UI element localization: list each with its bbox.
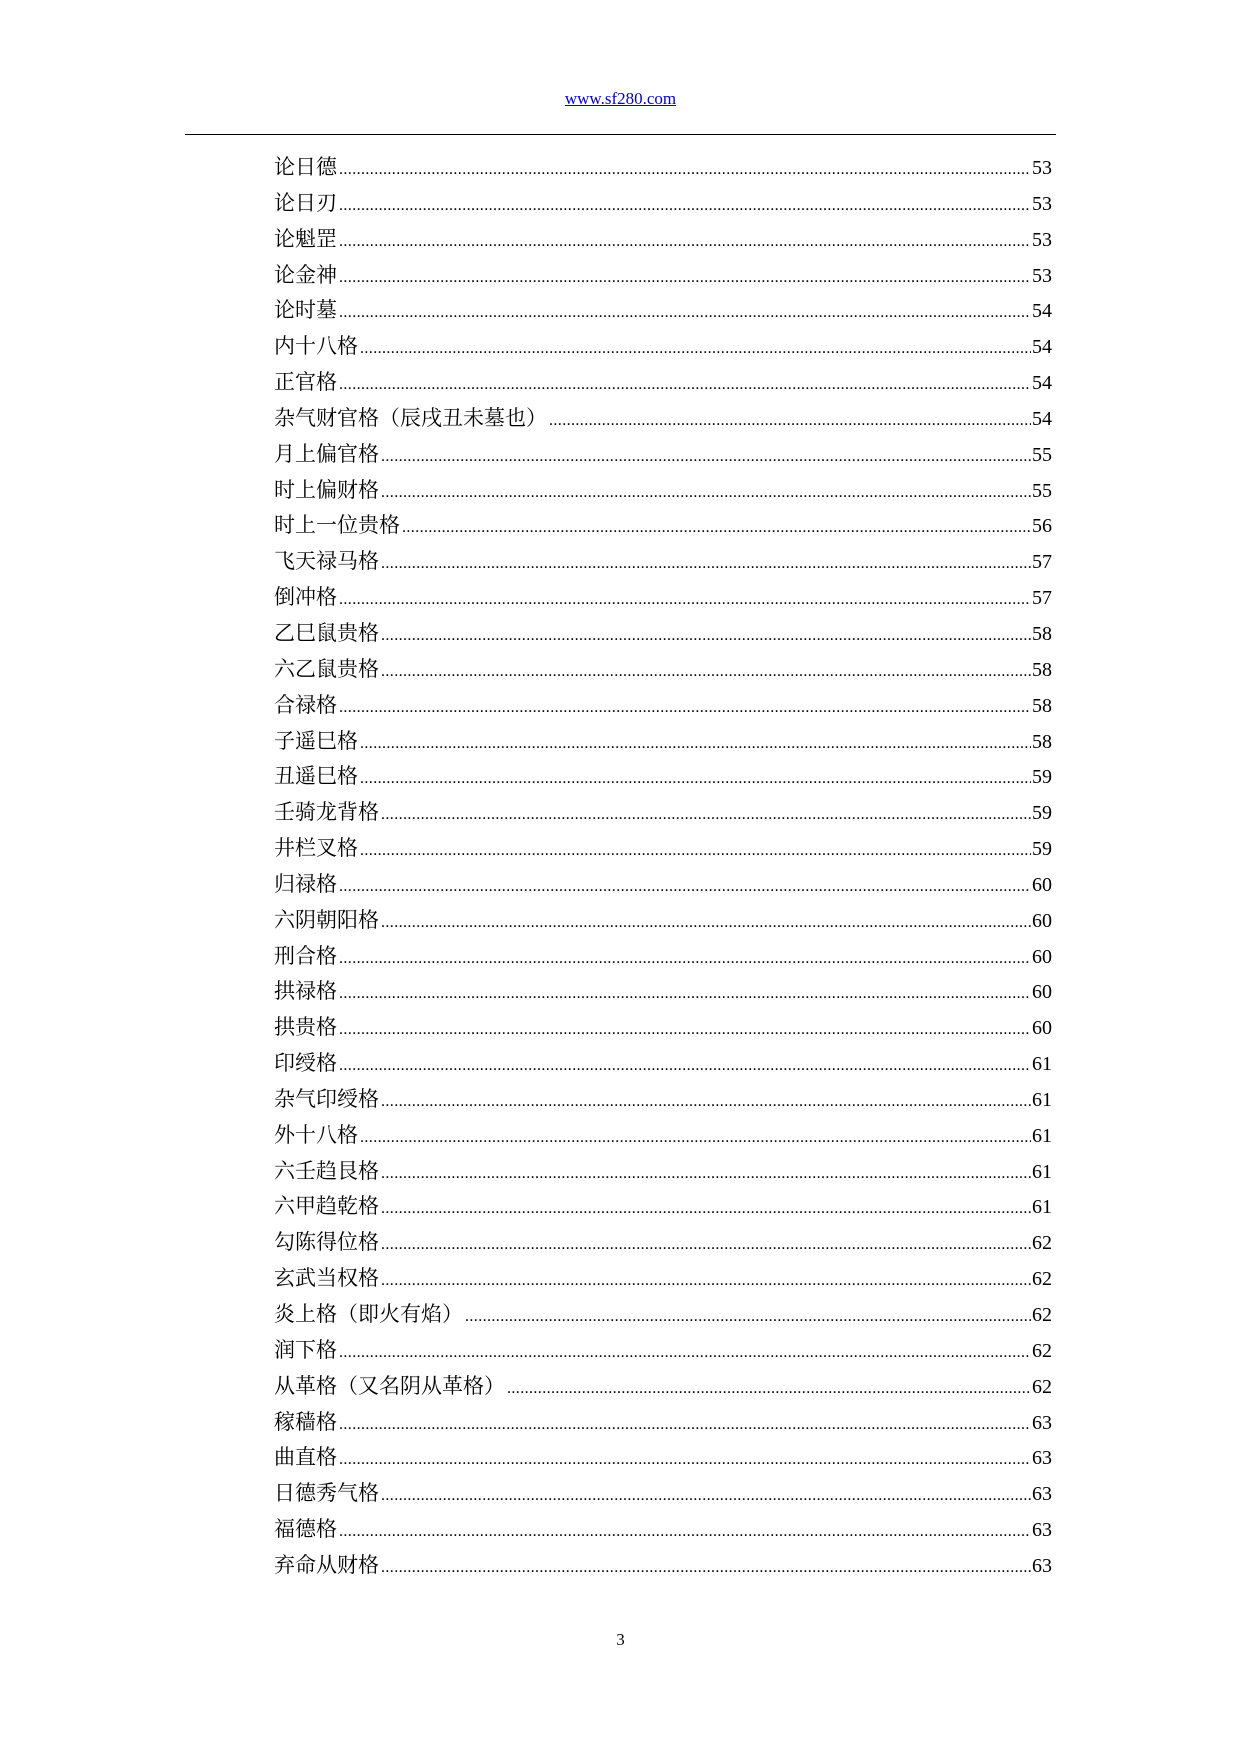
toc-entry-title: 从革格（又名阴从革格） — [274, 1373, 505, 1398]
toc-entry[interactable] — [274, 1225, 1052, 1261]
toc-entry-page: 54 — [1032, 372, 1052, 395]
header-website-link-container — [0, 88, 1241, 110]
toc-entry[interactable] — [274, 365, 1052, 401]
toc-entry-page: 61 — [1032, 1160, 1052, 1183]
toc-entry-page: 59 — [1032, 802, 1052, 825]
toc-dot-leader — [381, 546, 1031, 582]
toc-entry-page: 60 — [1032, 909, 1052, 932]
toc-entry[interactable] — [274, 1405, 1052, 1441]
toc-entry-page: 62 — [1032, 1232, 1052, 1255]
toc-entry-title: 玄武当权格 — [274, 1266, 379, 1291]
toc-entry-page: 53 — [1032, 157, 1052, 179]
toc-dot-leader — [360, 1120, 1031, 1156]
toc-entry[interactable] — [274, 1189, 1052, 1225]
toc-dot-leader — [381, 439, 1031, 475]
toc-entry-title: 福德格 — [274, 1517, 337, 1542]
toc-entry[interactable] — [274, 1369, 1052, 1405]
toc-dot-leader — [381, 797, 1031, 833]
toc-entry-page: 59 — [1032, 766, 1052, 789]
toc-entry-page: 61 — [1032, 1088, 1052, 1111]
toc-entry-title: 论魁罡 — [274, 226, 337, 251]
toc-entry-page: 57 — [1032, 551, 1052, 574]
toc-entry[interactable] — [274, 1297, 1052, 1333]
toc-entry-title: 拱禄格 — [274, 979, 337, 1004]
toc-entry-page: 54 — [1032, 407, 1052, 430]
toc-entry-title: 丑遥巳格 — [274, 764, 358, 789]
toc-dot-leader — [339, 295, 1031, 331]
toc-entry-title: 六甲趋乾格 — [274, 1194, 379, 1219]
toc-dot-leader — [339, 976, 1031, 1012]
toc-entry-page: 53 — [1032, 228, 1052, 251]
toc-entry-page: 61 — [1032, 1196, 1052, 1219]
toc-dot-leader — [360, 331, 1031, 367]
toc-entry-title: 炎上格（即火有焰） — [274, 1302, 463, 1326]
toc-entry-page: 54 — [1032, 300, 1052, 323]
toc-dot-leader — [339, 690, 1031, 726]
toc-entry[interactable] — [274, 293, 1052, 329]
toc-entry[interactable] — [274, 473, 1052, 509]
toc-entry-title: 曲直格 — [274, 1445, 337, 1470]
toc-dot-leader — [339, 582, 1031, 618]
toc-entry[interactable] — [274, 401, 1052, 437]
toc-entry-page: 58 — [1032, 622, 1052, 645]
toc-entry-title: 月上偏官格 — [274, 441, 379, 466]
toc-dot-leader — [549, 403, 1031, 439]
toc-dot-leader — [381, 1263, 1031, 1299]
toc-entry-title: 飞天禄马格 — [274, 549, 379, 574]
toc-dot-leader — [339, 1012, 1031, 1048]
toc-dot-leader — [339, 1048, 1031, 1084]
toc-entry[interactable] — [274, 186, 1052, 222]
toc-entry[interactable] — [274, 222, 1052, 258]
toc-entry-title: 合禄格 — [274, 692, 337, 717]
toc-dot-leader — [339, 367, 1031, 403]
toc-entry[interactable] — [274, 150, 1052, 186]
toc-entry[interactable] — [274, 759, 1052, 795]
toc-entry-title: 归禄格 — [274, 871, 337, 896]
toc-entry-page: 55 — [1032, 479, 1052, 502]
table-of-contents — [274, 150, 1052, 1584]
toc-entry-page: 62 — [1032, 1304, 1052, 1326]
toc-dot-leader — [402, 510, 1031, 546]
toc-dot-leader — [360, 761, 1031, 797]
toc-entry[interactable] — [274, 1512, 1052, 1548]
toc-entry-page: 53 — [1032, 264, 1052, 287]
toc-dot-leader — [507, 1371, 1031, 1407]
toc-entry[interactable] — [274, 544, 1052, 580]
toc-entry[interactable] — [274, 1046, 1052, 1082]
toc-dot-leader — [381, 654, 1031, 690]
toc-entry[interactable] — [274, 903, 1052, 939]
toc-entry-title: 勾陈得位格 — [274, 1230, 379, 1255]
toc-dot-leader — [381, 1156, 1031, 1192]
toc-entry[interactable] — [274, 508, 1052, 544]
toc-dot-leader — [339, 1335, 1031, 1371]
toc-entry-title: 子遥巳格 — [274, 728, 358, 753]
toc-entry-title: 乙巳鼠贵格 — [274, 620, 379, 645]
toc-entry-title: 日德秀气格 — [274, 1481, 379, 1506]
toc-entry-title: 润下格 — [274, 1337, 337, 1362]
toc-entry[interactable] — [274, 437, 1052, 473]
toc-entry[interactable] — [274, 831, 1052, 867]
toc-dot-leader — [339, 1514, 1031, 1550]
toc-entry-title: 内十八格 — [274, 334, 358, 359]
toc-entry-title: 正官格 — [274, 370, 337, 395]
toc-entry-page: 62 — [1032, 1268, 1052, 1291]
toc-entry-title: 论日德 — [274, 155, 337, 179]
header-divider — [185, 134, 1056, 135]
toc-dot-leader — [381, 1227, 1031, 1263]
toc-entry-page: 53 — [1032, 192, 1052, 215]
toc-entry[interactable] — [274, 974, 1052, 1010]
toc-entry[interactable] — [274, 688, 1052, 724]
toc-entry[interactable] — [274, 724, 1052, 760]
toc-entry[interactable] — [274, 1440, 1052, 1476]
toc-entry-title: 倒冲格 — [274, 585, 337, 610]
toc-dot-leader — [339, 941, 1031, 977]
toc-entry-title: 时上偏财格 — [274, 477, 379, 502]
toc-entry-page: 58 — [1032, 694, 1052, 717]
toc-entry-page: 63 — [1032, 1447, 1052, 1470]
toc-entry-page: 54 — [1032, 336, 1052, 359]
toc-entry-title: 杂气财官格（辰戌丑未墓也） — [274, 405, 547, 430]
toc-dot-leader — [360, 833, 1031, 869]
toc-entry-page: 58 — [1032, 658, 1052, 681]
toc-entry-page: 60 — [1032, 981, 1052, 1004]
toc-dot-leader — [381, 1084, 1031, 1120]
toc-entry-page: 62 — [1032, 1375, 1052, 1398]
toc-entry[interactable] — [274, 867, 1052, 903]
toc-entry-page: 59 — [1032, 838, 1052, 861]
toc-entry-page: 56 — [1032, 515, 1052, 538]
toc-entry-title: 外十八格 — [274, 1122, 358, 1147]
toc-entry-title: 杂气印绶格 — [274, 1086, 379, 1111]
toc-entry-title: 壬骑龙背格 — [274, 800, 379, 825]
toc-dot-leader — [381, 905, 1031, 941]
toc-entry[interactable] — [274, 580, 1052, 616]
toc-dot-leader — [339, 1442, 1031, 1478]
toc-entry-title: 稼穑格 — [274, 1409, 337, 1434]
toc-dot-leader — [339, 869, 1031, 905]
page-number: 3 — [616, 1630, 625, 1649]
toc-entry-page: 63 — [1032, 1519, 1052, 1542]
toc-entry[interactable] — [274, 1333, 1052, 1369]
toc-entry-title: 论日刃 — [274, 190, 337, 215]
toc-entry-page: 62 — [1032, 1339, 1052, 1362]
toc-dot-leader — [381, 475, 1031, 511]
toc-dot-leader — [381, 1191, 1031, 1227]
toc-entry[interactable] — [274, 258, 1052, 294]
toc-entry-title: 六乙鼠贵格 — [274, 656, 379, 681]
toc-entry-page: 61 — [1032, 1053, 1052, 1076]
toc-entry-page: 55 — [1032, 443, 1052, 466]
toc-entry-title: 拱贵格 — [274, 1015, 337, 1040]
toc-entry-title: 刑合格 — [274, 943, 337, 968]
toc-entry[interactable] — [274, 1154, 1052, 1190]
toc-entry-title: 印绶格 — [274, 1051, 337, 1076]
toc-entry[interactable] — [274, 1261, 1052, 1297]
toc-dot-leader — [360, 726, 1031, 762]
toc-entry-page: 58 — [1032, 730, 1052, 753]
toc-entry[interactable] — [274, 1548, 1052, 1584]
toc-entry[interactable] — [274, 1476, 1052, 1512]
toc-entry-title: 论时墓 — [274, 298, 337, 323]
toc-entry-page: 63 — [1032, 1554, 1052, 1577]
toc-entry[interactable] — [274, 616, 1052, 652]
toc-entry[interactable] — [274, 939, 1052, 975]
toc-entry-title: 论金神 — [274, 262, 337, 287]
toc-entry-page: 60 — [1032, 945, 1052, 968]
toc-entry-title: 井栏叉格 — [274, 836, 358, 861]
toc-dot-leader — [339, 152, 1031, 188]
toc-dot-leader — [381, 1550, 1031, 1586]
toc-entry-page: 61 — [1032, 1124, 1052, 1147]
toc-dot-leader — [381, 1478, 1031, 1514]
toc-entry[interactable] — [274, 1010, 1052, 1046]
toc-dot-leader — [381, 618, 1031, 654]
toc-entry-page: 63 — [1032, 1483, 1052, 1506]
toc-entry[interactable] — [274, 795, 1052, 831]
toc-entry[interactable] — [274, 652, 1052, 688]
toc-dot-leader — [465, 1299, 1031, 1335]
toc-dot-leader — [339, 224, 1031, 260]
header-website-link[interactable]: www.sf280.com — [564, 89, 677, 108]
toc-dot-leader — [339, 188, 1031, 224]
toc-entry-title: 弃命从财格 — [274, 1552, 379, 1577]
toc-dot-leader — [339, 260, 1031, 296]
toc-entry-page: 60 — [1032, 1017, 1052, 1040]
toc-entry-title: 六壬趋艮格 — [274, 1158, 379, 1183]
toc-entry-page: 57 — [1032, 587, 1052, 610]
toc-entry[interactable] — [274, 1082, 1052, 1118]
toc-dot-leader — [339, 1407, 1031, 1443]
toc-entry-page: 60 — [1032, 873, 1052, 896]
toc-entry-page: 63 — [1032, 1411, 1052, 1434]
toc-entry[interactable] — [274, 1118, 1052, 1154]
toc-entry-title: 六阴朝阳格 — [274, 907, 379, 932]
toc-entry-title: 时上一位贵格 — [274, 513, 400, 538]
toc-entry[interactable] — [274, 329, 1052, 365]
